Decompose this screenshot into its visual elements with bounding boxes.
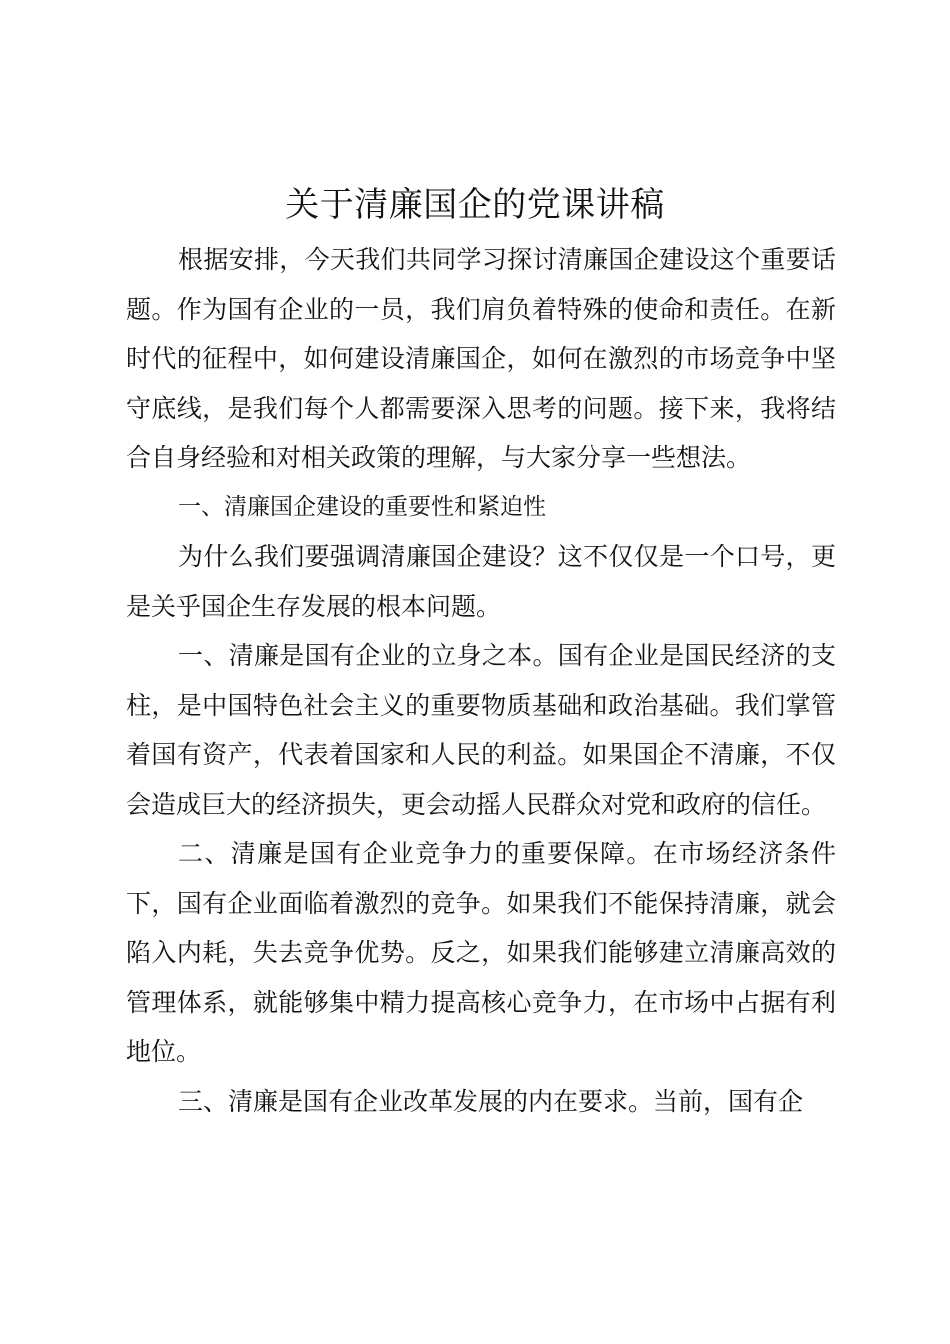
section-heading: 一、清廉国企建设的重要性和紧迫性: [178, 493, 546, 520]
document-title: 关于清廉国企的党课讲稿: [285, 185, 665, 225]
body-paragraph: 为什么我们要强调清廉国企建设？这不仅仅是一个口号，更是关乎国企生存发展的根本问题。: [126, 542, 836, 621]
intro-paragraph: 根据安排，今天我们共同学习探讨清廉国企建设这个重要话题。作为国有企业的一员，我们肩负着特殊的使命和责任。在新时代的征程中，如何建设清廉国企，如何在激烈的市场竞争中坚守底线，是我们每个人都需要深入思考的问题。接下来，我将结合自身经验和对相关政策的理解，与大家分享一些想法。: [126, 245, 836, 472]
body-paragraph: 二、清廉是国有企业竞争力的重要保障。在市场经济条件下，国有企业面临着激烈的竞争。如果我们不能保持清廉，就会陷入内耗，失去竞争优势。反之，如果我们能够建立清廉高效的管理体系，就能够集中精力提高核心竞争力，在市场中占据有利地位。: [126, 839, 836, 1066]
body-paragraph: 一、清廉是国有企业的立身之本。国有企业是国民经济的支柱，是中国特色社会主义的重要物质基础和政治基础。我们掌管着国有资产，代表着国家和人民的利益。如果国企不清廉，不仅会造成巨大的经济损失，更会动摇人民群众对党和政府的信任。: [126, 641, 836, 819]
document-body: [126, 235, 836, 1126]
body-paragraph: 三、清廉是国有企业改革发展的内在要求。当前，国有企: [178, 1086, 804, 1116]
